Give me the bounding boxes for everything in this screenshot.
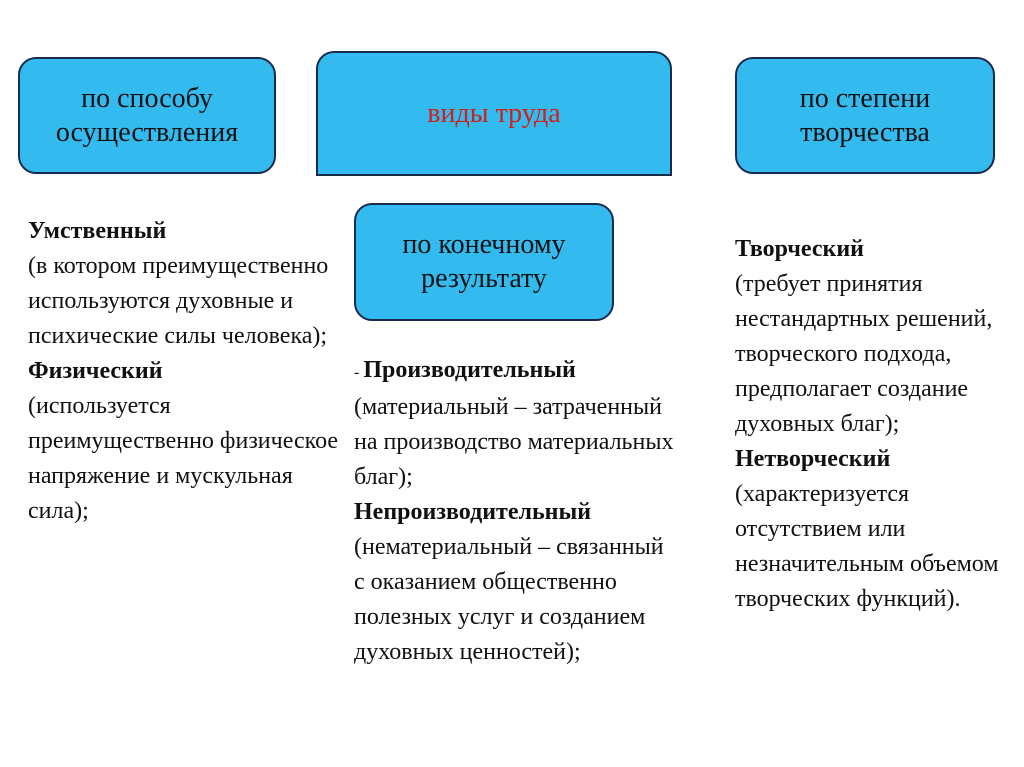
desc-unproductive: (нематериальный – связанный с оказанием общественно полезных услуг и созданием духовных ценностей); xyxy=(354,534,664,665)
term-physical: Физический xyxy=(28,358,163,384)
left-description-column xyxy=(28,214,348,529)
category-box-result xyxy=(354,203,614,321)
term-noncreative: Нетворческий xyxy=(735,446,891,472)
term-productive: Производительный xyxy=(363,357,576,383)
center-description-column xyxy=(354,353,674,670)
term-creative: Творческий xyxy=(735,236,864,262)
category-label-creativity: по степени творчества xyxy=(799,82,931,148)
category-box-method xyxy=(18,57,276,174)
title-box-labor-types xyxy=(316,51,672,176)
category-label-method: по способу осуществления xyxy=(55,82,239,148)
title-label-labor-types: виды труда xyxy=(427,97,561,129)
dash-marker: - xyxy=(354,364,364,381)
desc-mental: (в котором преимущественно используются духовные и психические силы человека); xyxy=(28,253,329,349)
category-label-result: по конечному результату xyxy=(402,229,566,294)
term-mental: Умственный xyxy=(28,218,167,244)
desc-noncreative: (характеризуется отсутствием или незначительным объемом творческих функций). xyxy=(735,481,999,612)
category-box-creativity xyxy=(735,57,995,174)
term-unproductive: Непроизводительный xyxy=(354,499,592,525)
desc-creative: (требует принятия нестандартных решений, творческого подхода, предполагает создание духовных благ); xyxy=(735,271,993,437)
desc-physical: (используется преимущественно физическое напряжение и мускульная сила); xyxy=(28,393,339,524)
right-description-column xyxy=(735,232,1020,617)
desc-productive: (материальный – затраченный на производство материальных благ); xyxy=(354,394,674,490)
